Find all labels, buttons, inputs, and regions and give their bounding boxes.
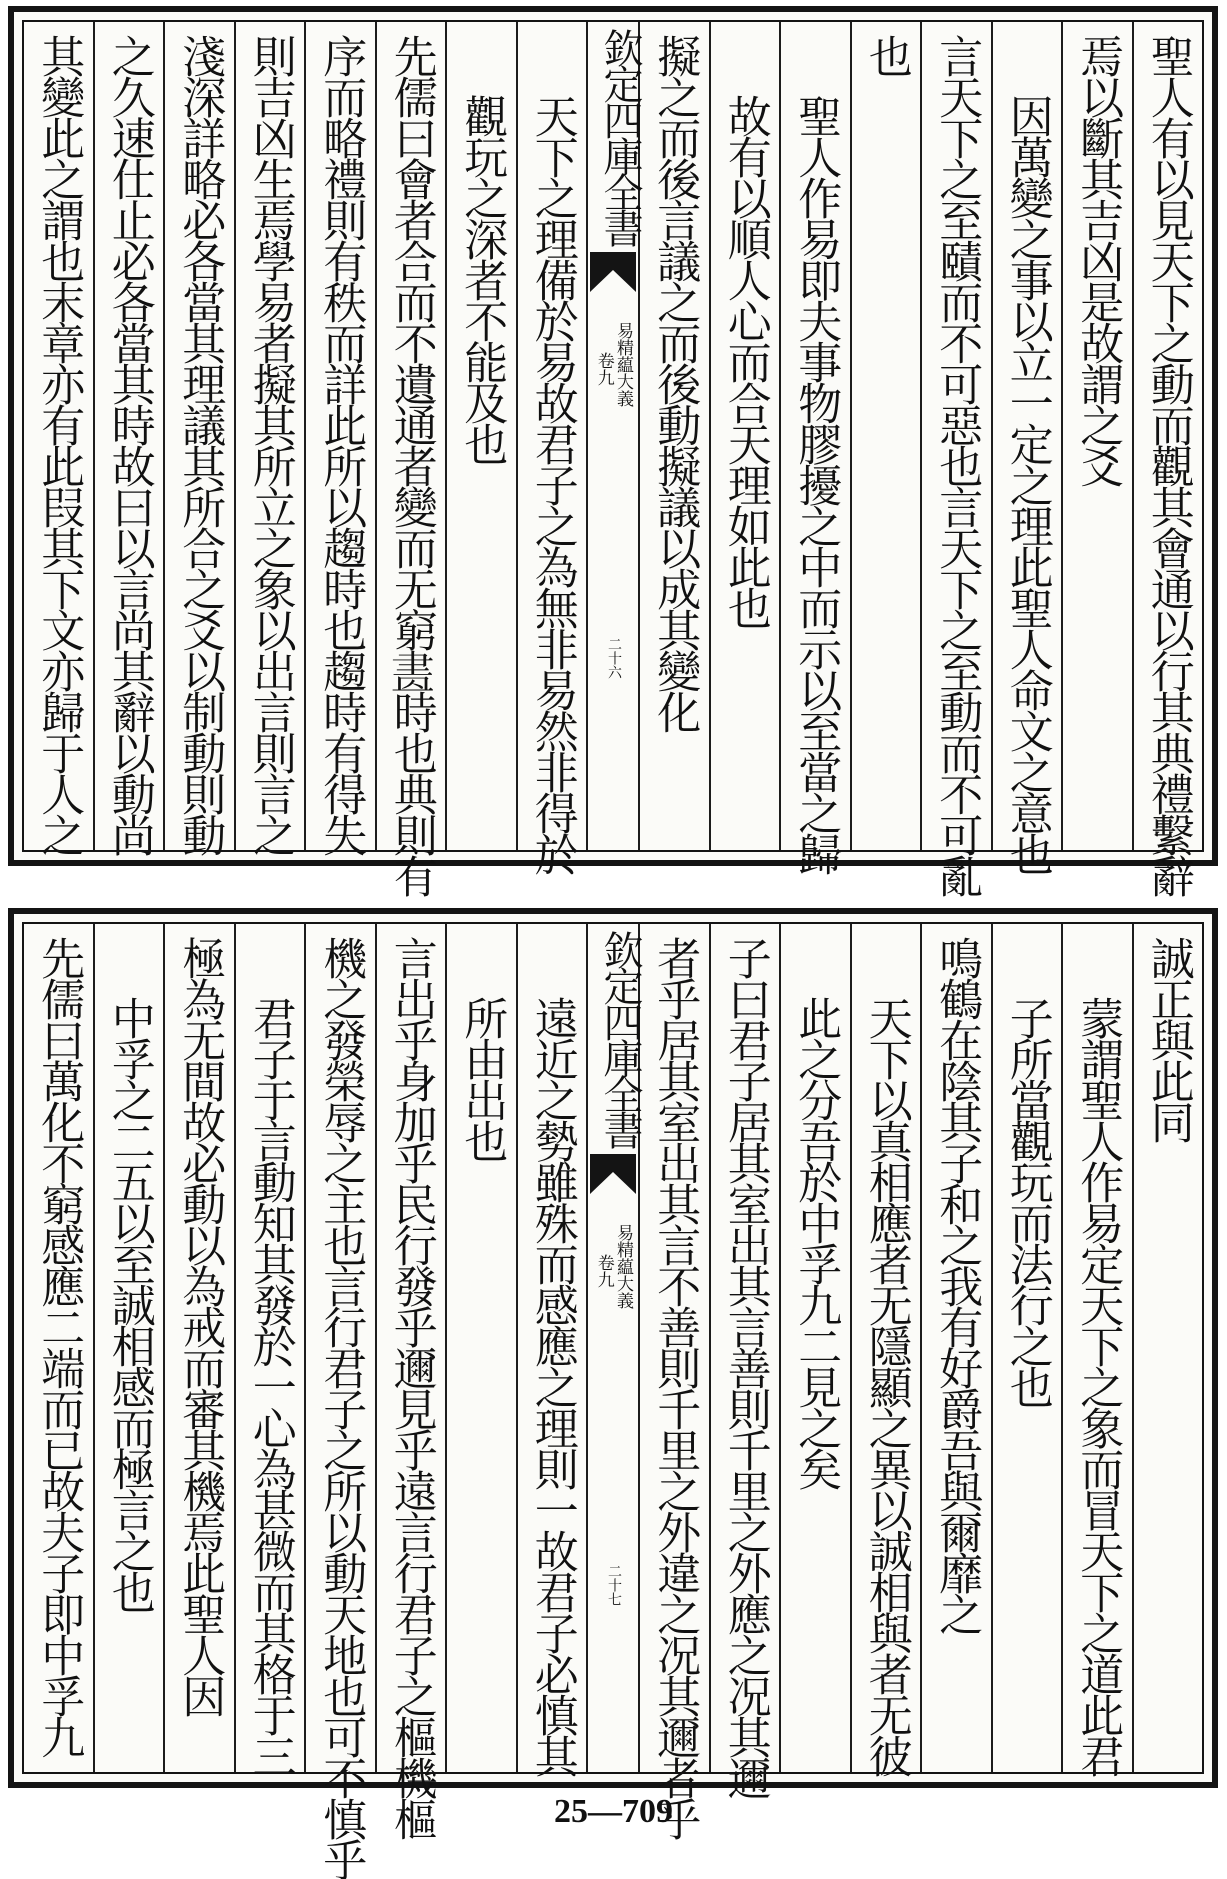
header-volume: 卷九 [593,1254,614,1288]
text-column: 所由出也 [445,924,516,1772]
top-page-frame [22,20,1204,895]
header-book: 易精藴大義 [613,1224,633,1309]
text-column: 之久速仕止必各當其時故曰以言尚其辭以動尚 [93,22,164,850]
text-column: 言天下之至賾而不可惡也言天下之至動而不可亂 [920,22,991,850]
text-column: 遠近之勢雖殊而感應之理則一故君子必慎其 [516,924,587,1772]
page-number: 25—709 [554,1793,673,1830]
text-column: 擬之而後言議之而後動擬議以成其變化 [638,22,709,850]
text-column: 蒙謂聖人作易定天下之象而冒天下之道此君 [1061,924,1132,1772]
text-column: 故有以順人心而合天理如此也 [709,22,780,850]
text-column: 天下之理備於易故君子之為無非易然非得於 [516,22,587,850]
text-column: 機之發榮辱之主也言行君子之所以動天地也可不慎乎 [304,924,375,1772]
header-title: 欽定四庫全書 [597,28,643,244]
text-column: 者乎居其室出其言不善則千里之外違之况其邇者乎 [638,924,709,1772]
text-column: 先儒曰萬化不窮感應二端而已故夫子即中孚九 [33,936,85,1756]
text-column: 君子于言動知其發於一心為甚微而其格于三 [234,924,305,1772]
header-title: 欽定四庫全書 [597,930,643,1146]
text-column: 鳴鶴在陰其子和之我有好爵吾與爾靡之 [920,924,991,1772]
text-column: 也 [850,22,921,850]
center-margin [586,924,643,1772]
fish-tail-mark-icon [590,252,636,292]
text-column: 淺深詳略必各當其理議其所合之爻以制動則動 [163,22,234,850]
text-column: 此之分吾於中孚九二見之矣 [779,924,850,1772]
text-column: 序而略禮則有秩而詳此所以趨時也趨時有得失 [304,22,375,850]
text-column: 聖人作易即夫事物膠擾之中而示以至當之歸 [779,22,850,850]
top-page-columns [24,22,1202,895]
text-column: 其變此之謂也末章亦有此叚其下文亦歸于人之 [33,34,85,854]
folio-number: 二十六 [606,637,622,679]
fish-tail-mark-icon [590,1154,636,1194]
text-column: 觀玩之深者不能及也 [445,22,516,850]
text-column: 極為无間故必動以為戒而審其機焉此聖人因 [163,924,234,1772]
header-book: 易精藴大義 [613,322,633,407]
top-page [8,6,1218,895]
text-column: 中孚之二五以至誠相感而極言之也 [93,924,164,1772]
text-column: 先儒曰會者合而不遺通者變而无窮𦘕時也典則有 [375,22,446,850]
text-column: 言出乎身加乎民行發乎邇見乎遠言行君子之樞機樞 [375,924,446,1772]
text-column: 子所當觀玩而法行之也 [991,924,1062,1772]
text-column: 聖人有以見天下之動而觀其會通以行其典禮繫辭 [1132,22,1203,850]
text-column: 天下以真相應者无隱顯之異以誠相與者无彼 [850,924,921,1772]
text-column: 因萬變之事以立一定之理此聖人命文之意也 [991,22,1062,850]
header-volume: 卷九 [593,352,614,386]
text-column: 則吉凶生焉學易者擬其所立之象以出言則言之 [234,22,305,850]
folio-number: 二十七 [606,1564,622,1606]
text-column: 焉以斷其吉凶是故謂之爻 [1061,22,1132,850]
center-margin [586,22,643,850]
text-column: 誠正與此同 [1132,924,1203,1772]
text-column: 子曰君子居其室出其言善則千里之外應之况其邇 [709,924,780,1772]
